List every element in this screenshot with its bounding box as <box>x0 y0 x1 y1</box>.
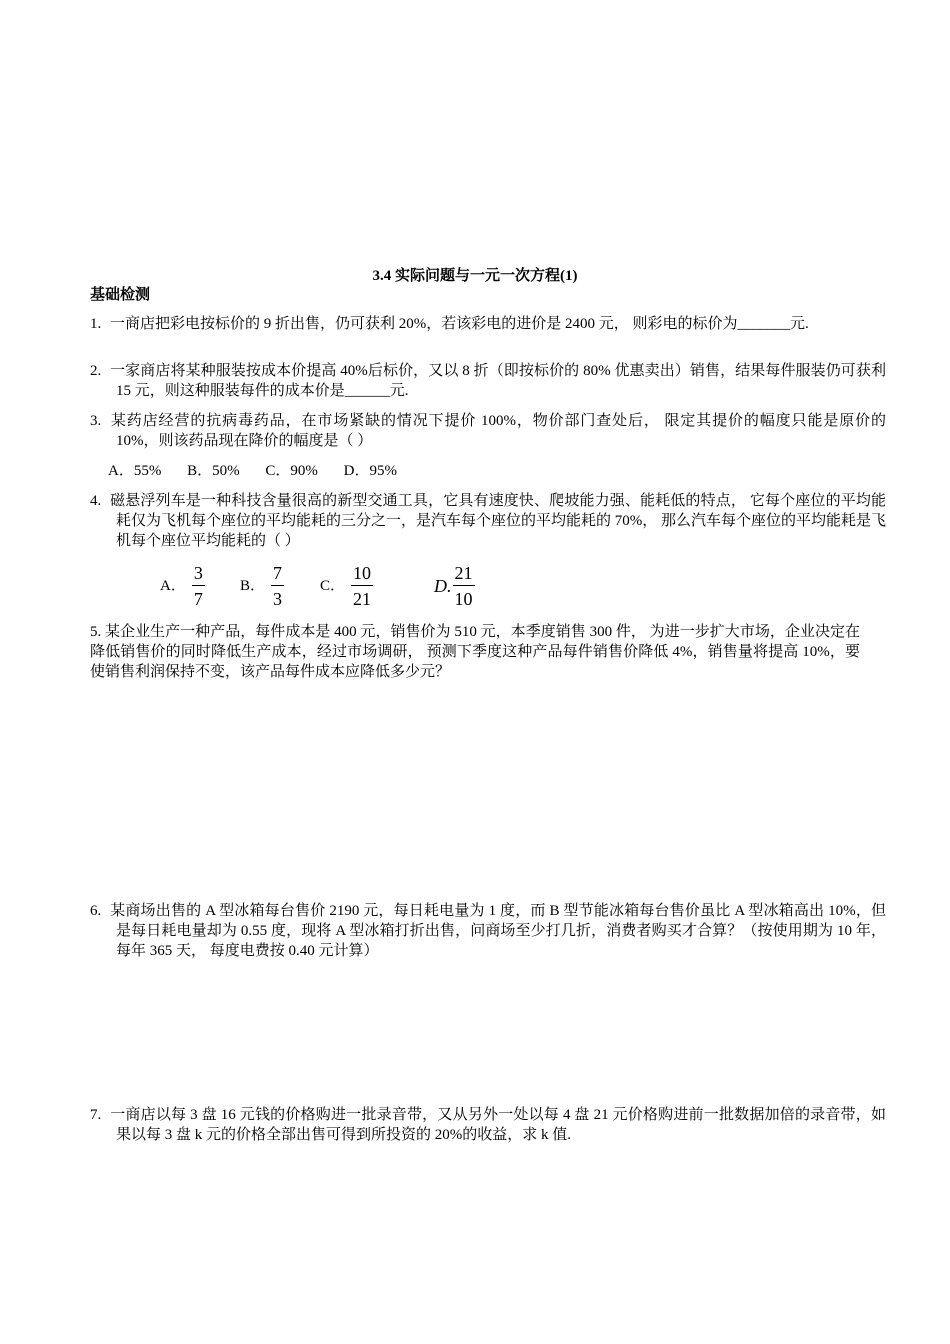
question-number: 3. <box>90 413 102 429</box>
question-3-choices <box>108 461 419 481</box>
denominator: 10 <box>454 589 473 609</box>
denominator: 3 <box>273 589 283 609</box>
choice-label: A． <box>160 578 186 594</box>
question-6 <box>90 901 886 961</box>
numerator: 21 <box>453 562 475 586</box>
question-text: 某商场出售的 A 型冰箱每台售价 2190 元，每日耗电量为 1 度，而 B 型节能冰箱每台售价虽比 A 型冰箱高出 10%，但是每日耗电量却为 0.55 度，现将 A 型冰箱打折出售，问商场至少打几折，消费者购买才合算？（按使用期为 10 年， 每年 365 天， 每度电费按 0.40 元计算） <box>110 903 886 959</box>
question-2 <box>90 361 886 401</box>
question-text: 5. 某企业生产一种产品，每件成本是 400 元，销售价为 510 元，本季度销售 300 件， 为进一步扩大市场，企业决定在降低销售价的同时降低生产成本，经过市场调研， 预测下季度这种产品每件销售价降低 4%，销售量将提高 10%，要使销售利润保持不变，该产品每件成本应降低多少元？ <box>90 624 860 680</box>
choice-a <box>160 560 205 612</box>
question-number: 1. <box>90 316 102 332</box>
question-text: 磁悬浮列车是一种科技含量很高的新型交通工具，它具有速度快、爬坡能力强、能耗低的特点， 它每个座位的平均能耗仅为飞机每个座位的平均能耗的三分之一，是汽车每个座位的平均能耗的 70%， 那么汽车每个座位的平均能耗是飞机每个座位平均能耗的（ ） <box>110 493 887 549</box>
choice-label: C． <box>320 578 346 594</box>
question-7 <box>90 1105 886 1145</box>
question-number: 6. <box>90 903 102 919</box>
numerator: 3 <box>192 562 205 586</box>
numerator: 7 <box>271 562 284 586</box>
denominator: 7 <box>193 589 203 609</box>
denominator: 21 <box>353 589 372 609</box>
question-number: 7. <box>90 1107 102 1123</box>
question-text: 一商店把彩电按标价的 9 折出售，仍可获利 20%，若该彩电的进价是 2400 元， 则彩电的标价为_______元. <box>110 316 809 332</box>
fraction <box>453 562 475 610</box>
question-number: 2. <box>90 363 102 379</box>
question-3 <box>90 411 886 451</box>
choice-a: A．55% <box>108 463 162 479</box>
question-5 <box>90 622 860 682</box>
question-number: 4. <box>90 493 102 509</box>
choice-c: C．90% <box>265 463 318 479</box>
section-heading: 基础检测 <box>90 287 151 303</box>
question-text: 一家商店将某种服装按成本价提高 40%后标价，又以 8 折（即按标价的 80% 优惠卖出）销售，结果每件服装仍可获利 15 元，则这种服装每件的成本价是______元. <box>110 363 886 399</box>
choice-d: D．95% <box>343 463 397 479</box>
question-text: 一商店以每 3 盘 16 元钱的价格购进一批录音带，又从另外一处以每 4 盘 21 元价格购进前一批数据加倍的录音带，如果以每 3 盘 k 元的价格全部出售可得到所投资的 20%的收益，求 k 值. <box>110 1107 886 1143</box>
fraction <box>192 562 205 610</box>
choice-c <box>320 560 373 612</box>
choice-b <box>240 560 284 612</box>
numerator: 10 <box>351 562 373 586</box>
question-1 <box>90 314 886 334</box>
fraction <box>271 562 284 610</box>
choice-label: B． <box>240 578 266 594</box>
question-4 <box>90 491 886 551</box>
choice-d <box>434 560 475 612</box>
choice-b: B．50% <box>187 463 240 479</box>
page-title: 3.4 实际问题与一元一次方程(1) <box>372 268 578 284</box>
fraction <box>351 562 373 610</box>
question-text: 某药店经营的抗病毒药品，在市场紧缺的情况下提价 100%，物价部门查处后， 限定其提价的幅度只能是原价的 10%，则该药品现在降价的幅度是（ ） <box>110 413 886 449</box>
choice-label: D. <box>434 576 452 596</box>
